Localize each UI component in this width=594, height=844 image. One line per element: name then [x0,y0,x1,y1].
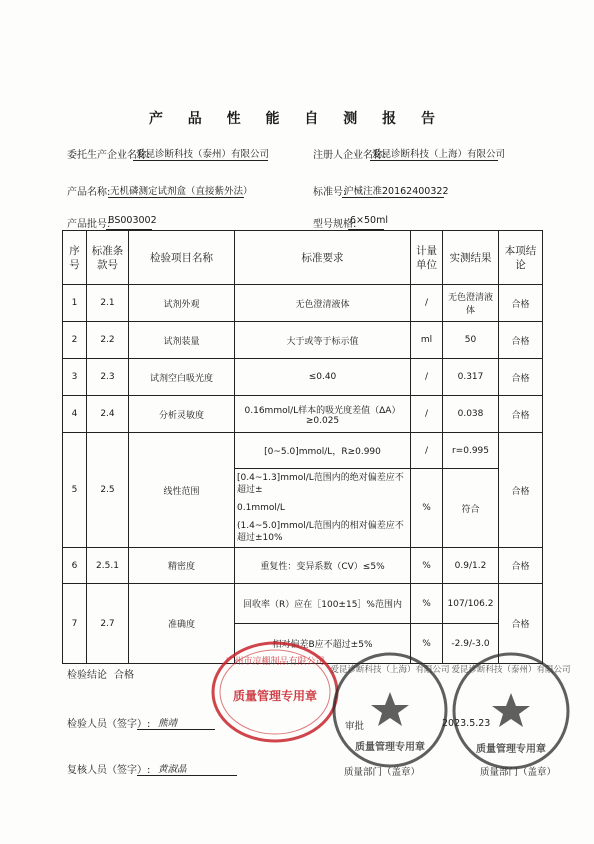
row-requirement: 无色澄清液体 [235,285,411,322]
dark-seal-shanghai-graphic [330,650,450,770]
model-value: 6×50ml [350,215,388,226]
product-underline [108,197,244,198]
row-result: 107/106.2 [443,584,499,624]
table-row [63,548,543,584]
svg-text:质量管理专用章: 质量管理专用章 [476,744,546,755]
header-no: 序号 [63,231,87,285]
row-unit: / [411,285,443,322]
row-requirement: 0.16mmol/L样本的吸光度差值（ΔA）≥0.025 [235,396,411,433]
row-unit: % [411,624,443,664]
batch-label: 产品批号: [67,219,111,230]
row-item: 试剂外观 [129,285,235,322]
row-conclusion: 合格 [499,396,543,433]
table-header-row [63,231,543,285]
row-conclusion: 合格 [499,548,543,584]
dark-seal-taizhou-graphic [450,650,572,772]
svg-text:质量管理专用章: 质量管理专用章 [232,689,318,703]
reviewer-signature-line [137,775,237,776]
report-table [62,230,543,664]
row-result: r=0.995 [443,433,499,469]
table-row [63,322,543,359]
header-requirement: 标准要求 [235,231,411,285]
requirement-line: [0.4~1.3]mmol/L范围内的绝对偏差应不超过± [237,473,404,495]
row-result: 0.317 [443,359,499,396]
table-row [63,359,543,396]
model-label: 型号规格: [313,219,357,230]
row-conclusion: 合格 [499,584,543,664]
table-row [63,396,543,433]
product-value: 无机磷测定试剂盒（直接紫外法） [110,186,253,197]
row-result: 符合 [443,469,499,548]
svg-text:广州市凉棚制品有限公司: 广州市凉棚制品有限公司 [225,657,325,667]
approval-text: 审批 [345,721,365,732]
standard-value: 沪械注准20162400322 [344,186,449,197]
row-item: 线性范围 [129,433,235,548]
row-no: 3 [63,359,87,396]
row-unit: % [411,584,443,624]
row-unit: / [411,396,443,433]
row-requirement: 相对偏差B应不超过±5% [235,624,411,664]
row-result: -2.9/-3.0 [443,624,499,664]
header-clause: 标准条款号 [87,231,129,285]
row-conclusion: 合格 [499,322,543,359]
row-no: 5 [63,433,87,548]
row-clause: 2.1 [87,285,129,322]
row-item: 试剂空白吸光度 [129,359,235,396]
row-result: 50 [443,322,499,359]
row-clause: 2.4 [87,396,129,433]
row-clause: 2.7 [87,584,129,664]
header-result: 实测结果 [443,231,499,285]
row-unit: / [411,359,443,396]
svg-text:爱昆诊断科技（上海）有限公司: 爱昆诊断科技（上海）有限公司 [330,665,450,675]
row-requirement: [0~5.0]mmol/L，R≥0.990 [235,433,411,469]
row-conclusion: 合格 [499,285,543,322]
approval-date: 2023.5.23 [442,718,491,729]
row-result: 0.038 [443,396,499,433]
row-no: 1 [63,285,87,322]
row-result: 无色澄清液体 [443,285,499,322]
row-result: 0.9/1.2 [443,548,499,584]
requirement-line: (1.4~5.0]mmol/L范围内的相对偏差应不超过±10% [237,521,404,543]
row-requirement: ≤0.40 [235,359,411,396]
standard-underline [342,197,444,198]
row-no: 4 [63,396,87,433]
reviewer-signature: 黄淑晶 [158,764,187,775]
report-title: 产 品 性 能 自 测 报 告 [148,111,446,127]
row-conclusion: 合格 [499,433,543,548]
row-requirement: 重复性：变异系数（CV）≤5% [235,548,411,584]
registrant-value: 爱昆诊断科技（上海）有限公司 [372,149,506,160]
reviewer-label: 复核人员（签字）: [67,765,151,776]
registrant-underline [370,160,498,161]
red-quality-seal [210,640,340,745]
dark-seal-taizhou [450,650,572,772]
inspector-label: 检验人员（签字）: [67,719,151,730]
svg-text:质量管理专用章: 质量管理专用章 [355,742,425,753]
client-label: 委托生产企业名称: [67,150,151,161]
table-row [63,433,543,469]
row-item: 准确度 [129,584,235,664]
row-conclusion: 合格 [499,359,543,396]
conclusion-label: 检验结论 [67,670,107,681]
row-clause: 2.5 [87,433,129,548]
row-unit: % [411,548,443,584]
row-requirement [235,469,411,548]
row-no: 2 [63,322,87,359]
row-item: 精密度 [129,548,235,584]
row-clause: 2.5.1 [87,548,129,584]
inspector-signature-line [137,729,215,730]
header-unit: 计量单位 [411,231,443,285]
row-no: 7 [63,584,87,664]
row-item: 试剂装量 [129,322,235,359]
table-row [63,584,543,624]
requirement-line: 0.1mmol/L [237,503,285,513]
header-item: 检验项目名称 [129,231,235,285]
conclusion-value: 合格 [114,670,134,681]
row-unit: / [411,433,443,469]
red-seal-graphic [210,640,340,745]
row-no: 6 [63,548,87,584]
header-conclusion: 本项结论 [499,231,543,285]
batch-value: BS003002 [108,215,157,226]
row-clause: 2.2 [87,322,129,359]
dept-stamp-text-2: 质量部门（盖章） [480,767,557,778]
table-row [63,285,543,322]
row-requirement: 大于或等于标示值 [235,322,411,359]
client-underline [133,160,268,161]
registrant-label: 注册人企业名称: [313,150,387,161]
row-clause: 2.3 [87,359,129,396]
standard-label: 标准号: [313,187,347,198]
client-value: 爱昆诊断科技（泰州）有限公司 [136,149,270,160]
inspector-signature: 熊靖 [158,718,178,729]
row-item: 分析灵敏度 [129,396,235,433]
product-label: 产品名称: [67,187,111,198]
row-unit: ml [411,322,443,359]
dark-seal-shanghai [330,650,450,770]
svg-text:爱昆诊断科技（泰州）有限公司: 爱昆诊断科技（泰州）有限公司 [451,665,571,675]
dept-stamp-text-1: 质量部门（盖章） [344,767,421,778]
row-requirement: 回收率（R）应在［100±15］%范围内 [235,584,411,624]
row-unit: % [411,469,443,548]
